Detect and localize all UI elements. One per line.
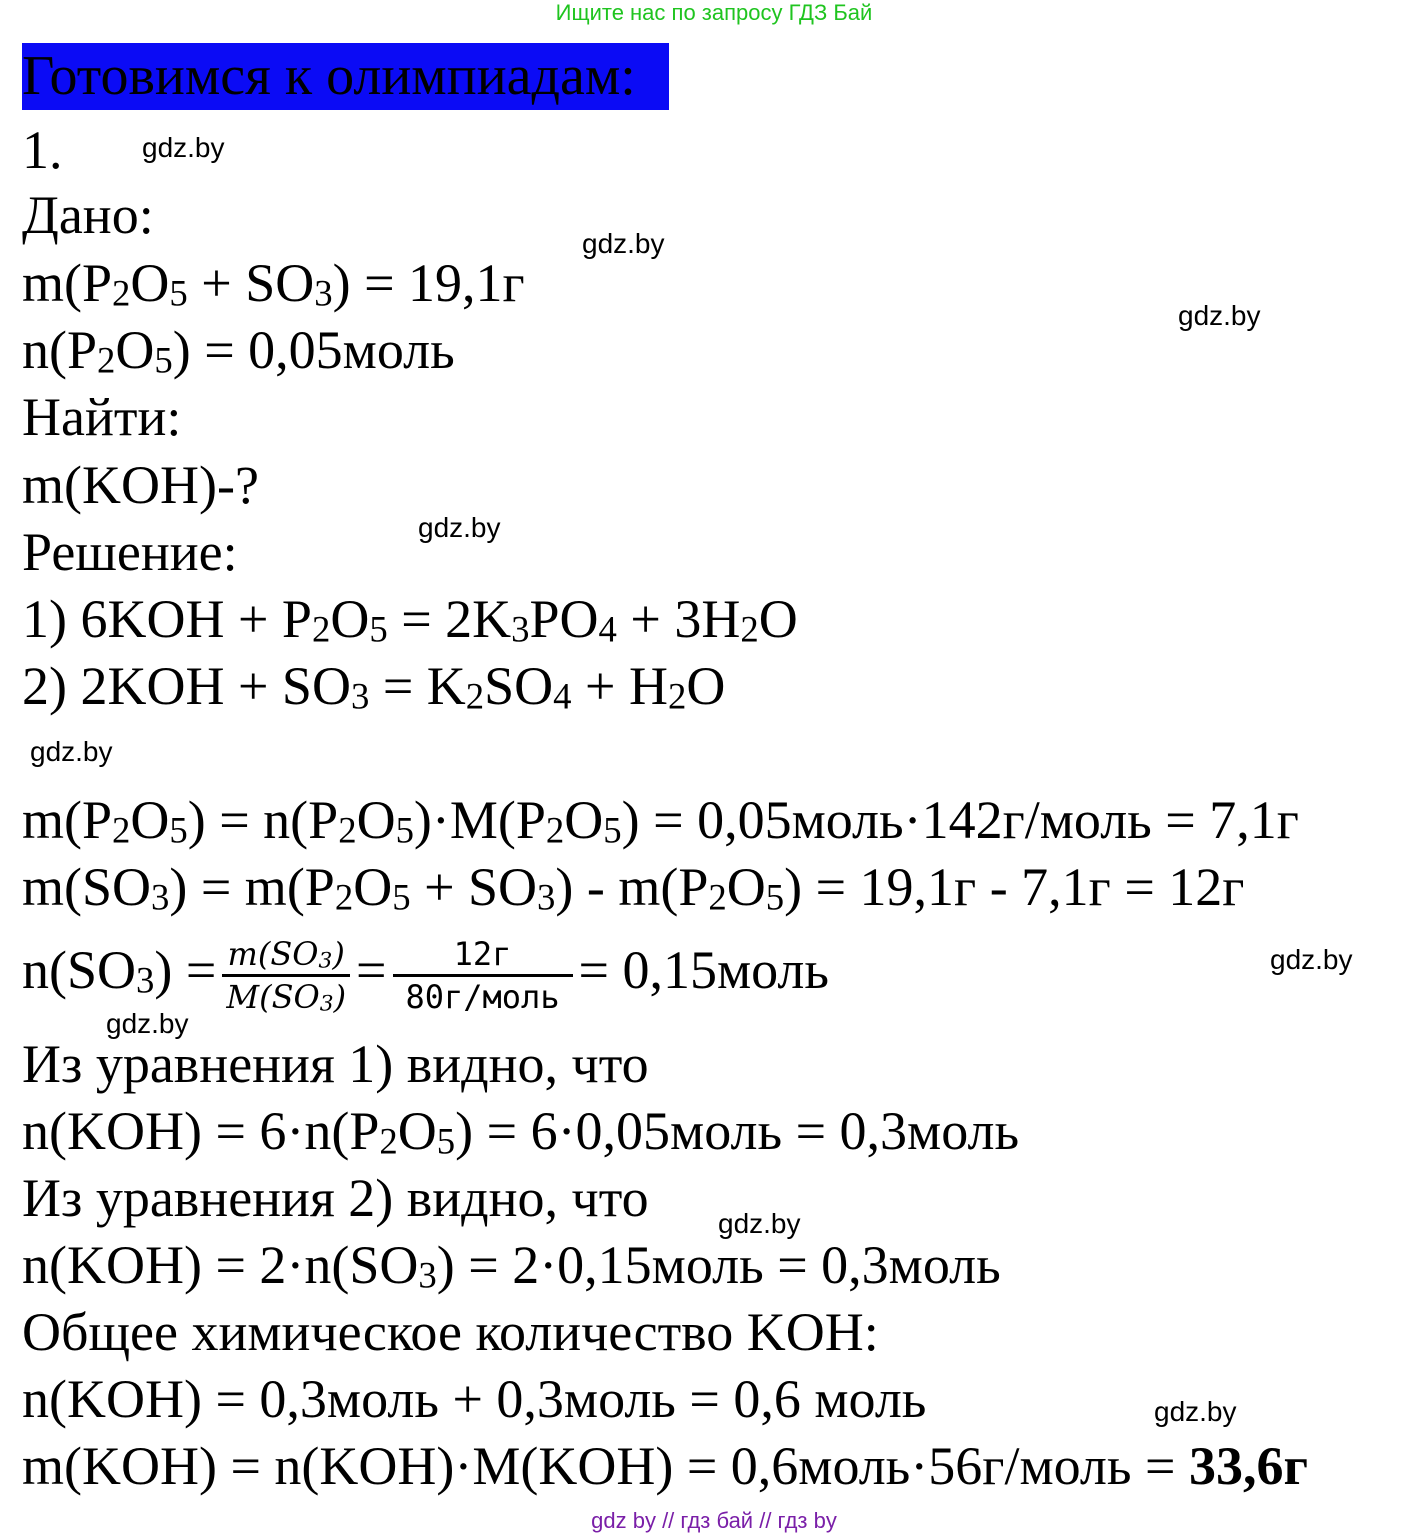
given-moles-p2o5: $n(P_2O_5)$ = 0,05моль: [22, 320, 455, 381]
given-mass-mixture: $m(P_2O_5 + SO_3) = 19,1г$: [22, 253, 525, 314]
watermark-text: gdz.by: [1154, 1396, 1237, 1427]
section-title: Готовимся к олимпиадам:: [22, 43, 669, 110]
fraction-values: $\frac{12г}{\text{80г/моль}}$: [393, 934, 573, 1017]
watermark-text: gdz.by: [142, 132, 225, 163]
calc-moles-so3: $n(SO_3)$ = $\frac{m(SO_3)}{M(SO_3)}$ = $\frac{12г}{\text{80г/моль}}$ = 0,15моль: [22, 935, 830, 1017]
watermark-text: gdz.by: [582, 228, 665, 259]
find-value: m(KOH)-?: [22, 455, 259, 515]
task-number: 1.: [22, 120, 63, 180]
from-equation-2: Из уравнения 2) видно, что: [22, 1168, 649, 1228]
final-answer: 33,6г: [1188, 1436, 1308, 1496]
total-label: Общее химическое количество KOH:: [22, 1302, 879, 1362]
watermark-text: gdz.by: [1178, 300, 1261, 331]
watermark-text: gdz.by: [418, 512, 501, 543]
given-label: Дано:: [22, 185, 154, 245]
solution-label: Решение:: [22, 522, 238, 582]
fraction-mass-over-molar: $\frac{m(SO_3)}{M(SO_3)}$: [222, 934, 350, 1017]
search-banner: Ищите нас по запросу ГДЗ Бай: [555, 0, 873, 25]
equation-1: 1) $6KOH + P_2O_5 = 2K_3PO_4 + 3H_2O$: [22, 589, 798, 650]
watermark-text: gdz.by: [106, 1008, 189, 1039]
footer-watermark: gdz by // гдз бай // гдз by: [591, 1508, 837, 1533]
watermark-text: gdz.by: [1270, 944, 1353, 975]
find-label: Найти:: [22, 387, 182, 447]
calc-koh-eq2: $n(KOH) = 2\cdot n(SO_3)$ = 2·0,15моль = 0,3моль: [22, 1235, 1001, 1296]
watermark-text: gdz.by: [718, 1208, 801, 1239]
calc-total-koh: n(KOH) = 0,3моль + 0,3моль = 0,6 моль: [22, 1369, 927, 1429]
calc-mass-koh: m(KOH) = n(KOH)·M(KOH) = 0,6моль·56г/моль = 33,6г: [22, 1436, 1308, 1496]
watermark-text: gdz.by: [30, 736, 113, 767]
from-equation-1: Из уравнения 1) видно, что: [22, 1034, 649, 1094]
calc-mass-so3: $m(SO_3) = m(P_2O_5 + SO_3) - m(P_2O_5) = 19,1г - 7,1г = 12г$: [22, 857, 1245, 918]
calc-mass-p2o5: $m(P_2O_5) = n(P_2O_5)\cdot M(P_2O_5)$ = 0,05моль·142г/моль = 7,1г: [22, 790, 1299, 851]
equation-2: 2) $2KOH + SO_3 = K_2SO_4 + H_2O$: [22, 656, 726, 717]
calc-koh-eq1: $n(KOH) = 6\cdot n(P_2O_5)$ = 6·0,05моль = 0,3моль: [22, 1101, 1020, 1162]
